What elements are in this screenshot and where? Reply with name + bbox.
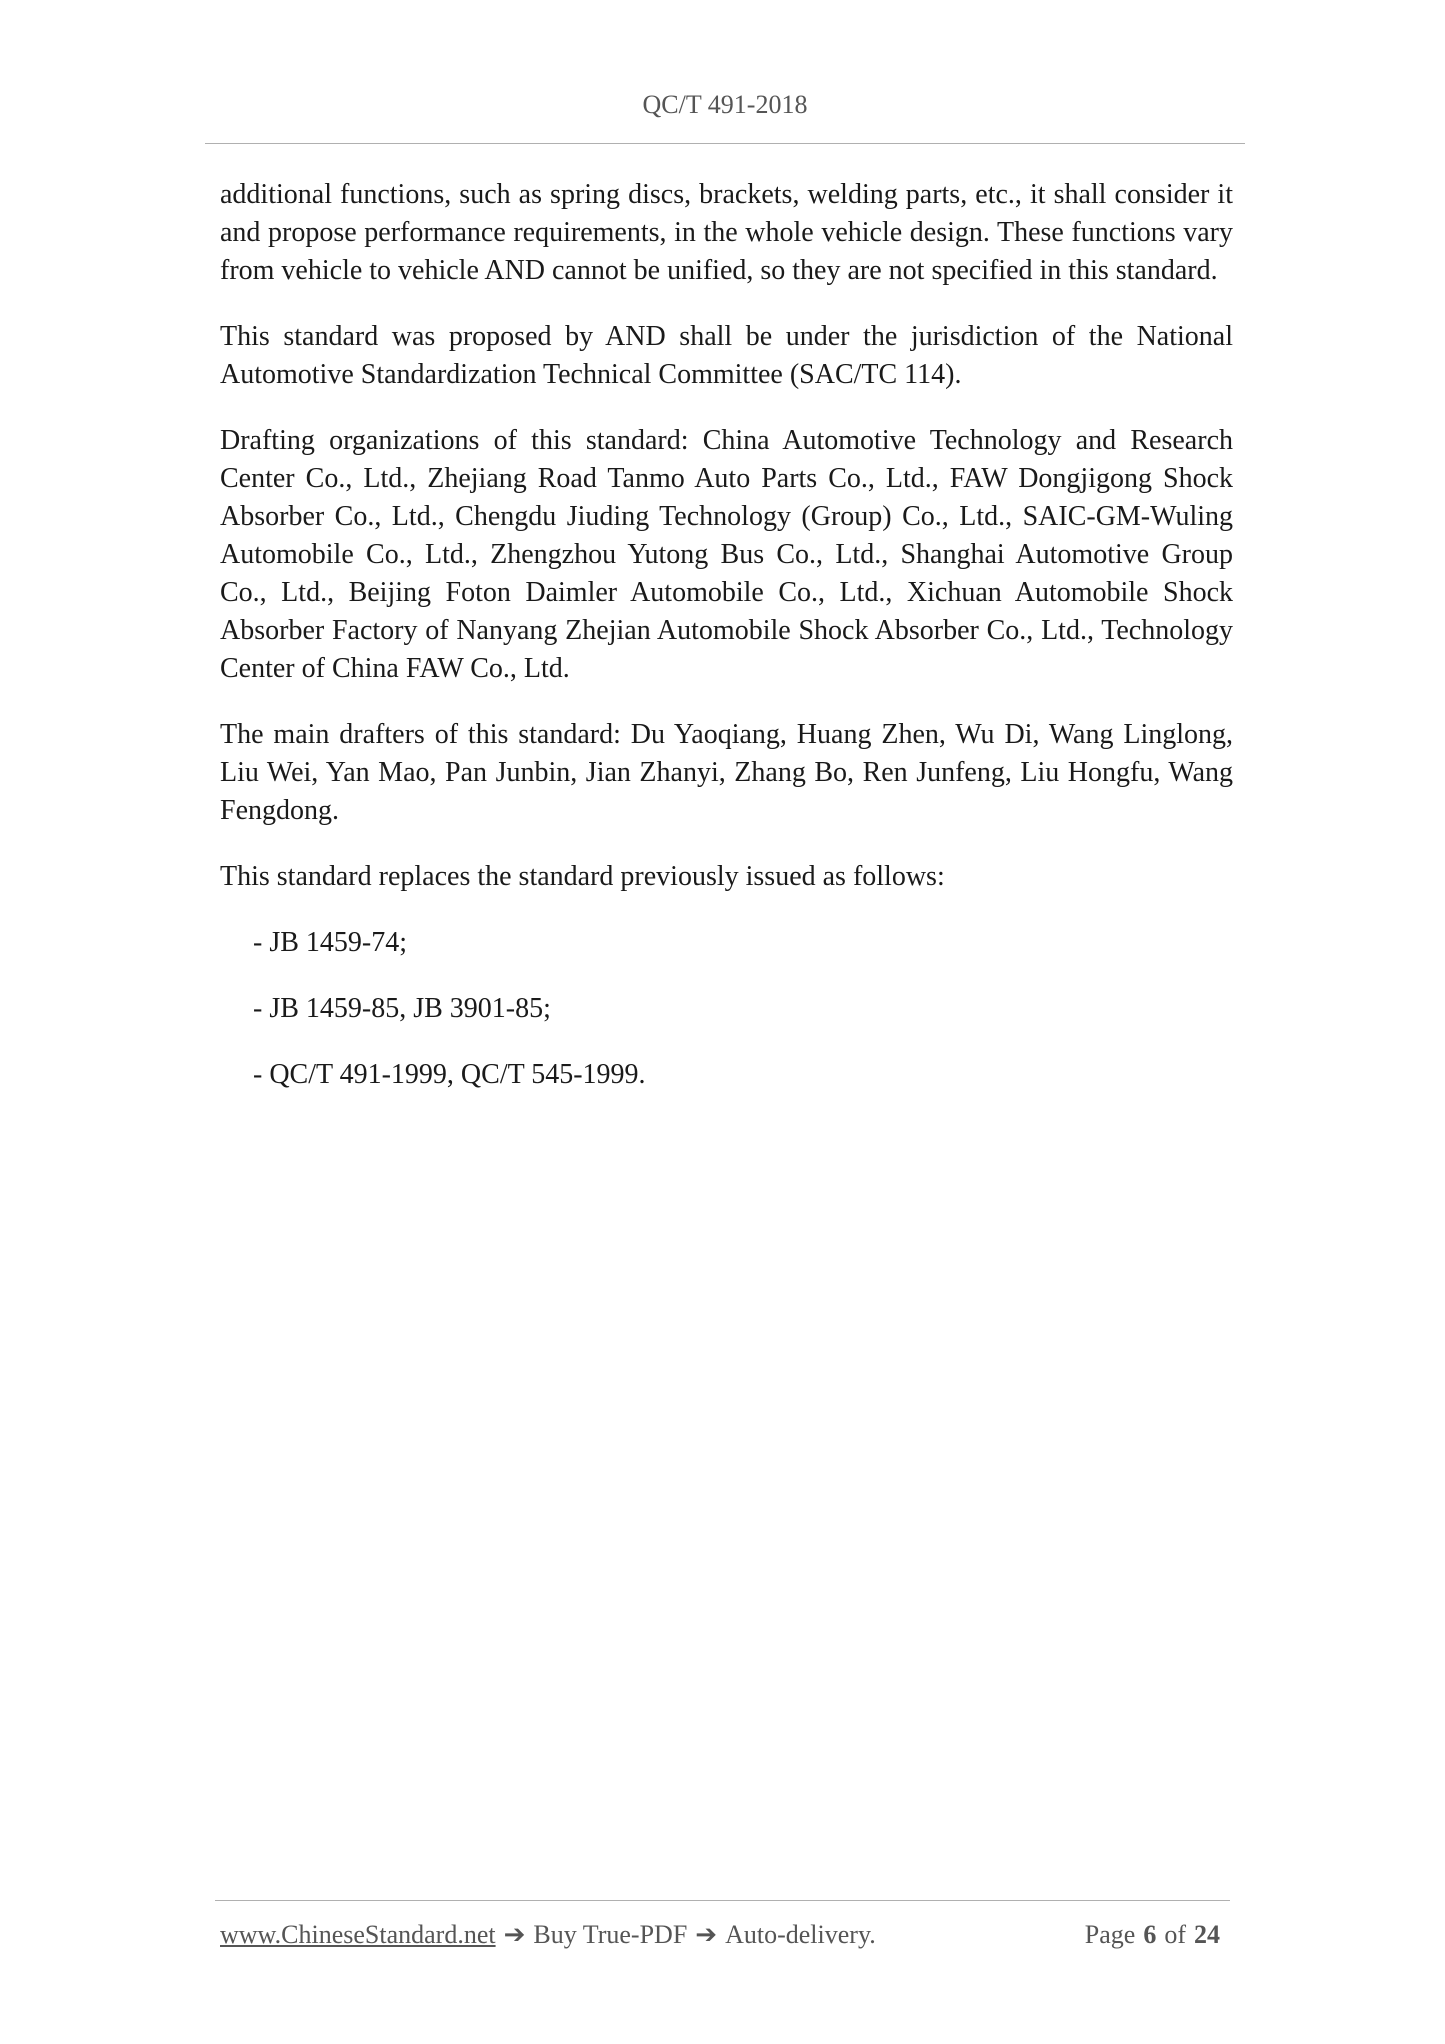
arrow-right-icon: ➔ <box>503 1920 526 1949</box>
footer-links <box>220 1920 876 1950</box>
page-counter <box>1085 1920 1228 1950</box>
website-link[interactable]: www.ChineseStandard.net <box>220 1920 496 1949</box>
total-pages: 24 <box>1194 1920 1220 1949</box>
of-label: of <box>1164 1920 1186 1949</box>
footer-divider <box>215 1900 1230 1901</box>
document-id: QC/T 491-2018 <box>642 90 808 119</box>
document-body <box>220 176 1233 1122</box>
paragraph-proposed-by: This standard was proposed by AND shall be under the jurisdiction of the National Automotive Standardization Technical Committee (SAC/TC 114). <box>220 321 1233 390</box>
page-footer <box>220 1920 1228 1950</box>
paragraph-main-drafters: The main drafters of this standard: Du Yaoqiang, Huang Zhen, Wu Di, Wang Linglong, Liu Wei, Yan Mao, Pan Junbin, Jian Zhanyi, Zhang Bo, Ren Junfeng, Liu Hongfu, Wang Fengdong. <box>220 719 1233 826</box>
page-header <box>205 90 1245 120</box>
page-label: Page <box>1084 1920 1136 1949</box>
replaced-standards-list <box>220 924 1233 1094</box>
list-item: - JB 1459-85, JB 3901-85; <box>253 993 551 1024</box>
paragraph-replaces-intro: This standard replaces the standard previously issued as follows: <box>220 861 945 892</box>
auto-delivery-text: Auto-delivery. <box>725 1920 876 1949</box>
paragraph-additional-functions: additional functions, such as spring discs, brackets, welding parts, etc., it shall consider it and propose performance requirements, in the whole vehicle design. These functions vary from vehicle to vehicle AND cannot be unified, so they are not specified in this standard. <box>220 179 1233 286</box>
header-divider <box>205 143 1245 144</box>
list-item: - JB 1459-74; <box>253 927 407 958</box>
paragraph-drafting-organizations: Drafting organizations of this standard: China Automotive Technology and Research Center Co., Ltd., Zhejiang Road Tanmo Auto Parts Co., Ltd., FAW Dongjigong Shock Absorber Co., Ltd., Chengdu Jiuding Technology (Group) Co., Ltd., SAIC-GM-Wuling Automobile Co., Ltd., Zhengzhou Yutong Bus Co., Ltd., Shanghai Automotive Group Co., Ltd., Beijing Foton Daimler Automobile Co., Ltd., Xichuan Automobile Shock Absorber Factory of Nanyang Zhejian Automobile Shock Absorber Co., Ltd., Technology Center of China FAW Co., Ltd. <box>220 425 1233 684</box>
arrow-right-icon: ➔ <box>695 1920 718 1949</box>
list-item: - QC/T 491-1999, QC/T 545-1999. <box>253 1059 646 1090</box>
buy-true-pdf-text: Buy True-PDF <box>533 1920 688 1949</box>
page-number: 6 <box>1143 1920 1157 1949</box>
